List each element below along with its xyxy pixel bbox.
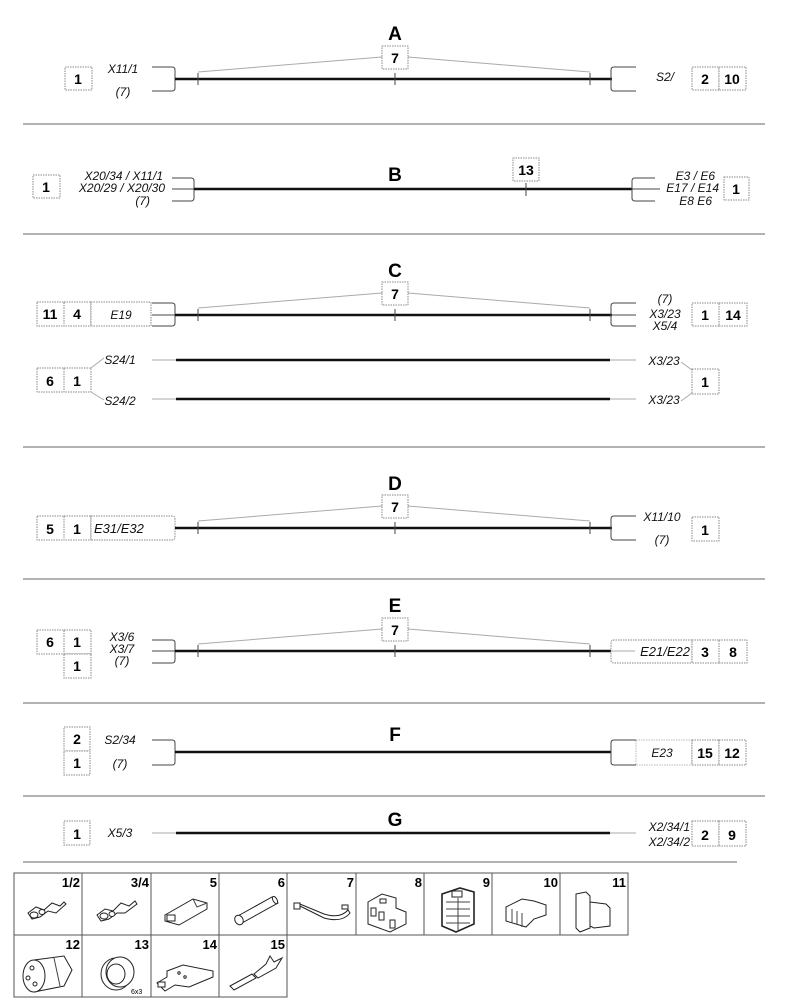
connector-label: E17 / E14 [666,181,719,195]
part-number: 14 [202,937,217,952]
part-number: 15 [270,937,285,952]
flat-receptacle-terminal-icon [97,901,137,921]
crimp-pin-icon [230,956,282,990]
ref-number: 1 [73,755,81,771]
part-note: 6x3 [131,989,143,996]
ref-number: 3 [701,644,709,660]
ref-number: 7 [391,286,399,302]
flat-plug-icon [157,965,213,991]
part-number: 8 [414,875,422,890]
connector-label: X2/34/2 [648,835,690,849]
part-number: 13 [134,937,149,952]
part-number: 11 [612,875,626,890]
bracket [611,67,636,91]
ref-number: 9 [728,827,736,843]
connector-label: X11/1 [107,62,139,76]
connector-label: X20/29 / X20/30 [78,181,165,195]
connector-label: S2/ [655,70,675,84]
bracket [152,303,175,326]
ref-number: 2 [73,731,81,747]
ref-number: 1 [74,71,82,87]
ref-number: 13 [518,162,534,178]
round-connector-icon [23,956,72,992]
part-number: 5 [209,875,217,890]
connector-housing-icon [368,894,406,932]
connector-label: (7) [115,85,131,99]
section-title: C [388,261,402,282]
connector-label: X3/23 [648,354,680,368]
ref-number: 1 [73,521,81,537]
ref-number: 2 [701,827,709,843]
connector-label: E21/E22 [640,644,690,659]
section-title: F [389,725,401,746]
ref-number: 1 [42,179,50,195]
connector-label: X5/3 [107,826,133,840]
section-g [64,810,746,849]
ref-number: 8 [729,644,737,660]
connector-label: S24/1 [104,353,136,367]
connector-label: E8 E6 [679,194,712,208]
connector-label: X20/34 / X11/1 [84,169,163,183]
ref-number: 10 [724,71,740,87]
connector-label: E19 [110,308,132,322]
connector-label: E3 / E6 [675,169,715,183]
connector-label: X2/34/1 [648,820,690,834]
section-f [64,725,746,775]
ref-number: 1 [73,634,81,650]
part-number: 9 [482,875,490,890]
ref-number: 7 [391,622,399,638]
section-a [65,24,746,99]
ref-number: 1 [732,181,740,197]
multi-pin-housing-icon [442,888,474,932]
ref-number: 15 [697,745,713,761]
section-c [37,261,747,408]
section-title: A [388,24,402,45]
connector-label: X11/10 [643,510,681,524]
ref-number: 1 [701,522,709,538]
connector-label: E23 [651,746,673,760]
connector-label: S24/2 [104,394,136,408]
ref-number: 14 [725,307,741,323]
ref-number: 1 [73,373,81,389]
connector-label: (7) [654,533,670,547]
part-number: 3/4 [130,875,149,890]
connector-label: X5/4 [652,319,678,333]
connector-label: (7) [114,654,130,668]
connector-plug-icon [506,899,546,927]
ref-number: 11 [42,306,58,322]
ref-number: 1 [73,658,81,674]
connector-block-icon [576,892,610,932]
connector-label: X3/7 [109,642,135,656]
connector-label: (7) [112,757,128,771]
grommet-icon [101,957,142,996]
part-number: 6 [277,875,285,890]
ref-number: 4 [73,306,81,322]
section-title: D [388,474,402,495]
parts-table [14,873,628,997]
bracket [632,178,660,201]
part-number: 12 [65,937,80,952]
ref-number: 5 [46,521,54,537]
connector-label: X3/6 [109,630,135,644]
bracket [152,640,175,663]
part-number: 1/2 [61,875,80,890]
connector-label: X3/23 [648,393,680,407]
connector-label: (7) [135,194,150,208]
bracket [611,303,636,326]
bracket [611,740,636,765]
bracket [152,740,175,765]
section-d [37,474,719,547]
section-title: E [388,596,402,617]
cable-tie-icon [294,903,350,920]
ref-number: 1 [701,374,709,390]
bracket [611,516,636,540]
part-number: 7 [346,875,354,890]
connector-label: E31/E32 [94,521,144,536]
ref-number: 1 [73,826,81,842]
tube-sleeve-icon [233,896,279,927]
section-title: G [387,810,403,831]
flat-receptacle-terminal-icon [28,902,66,919]
part-number: 10 [543,875,558,890]
insulating-sleeve-icon [165,899,207,925]
ref-number: 6 [46,634,54,650]
connector-label: X3/23 [649,307,681,321]
ref-number: 7 [391,499,399,515]
bracket [152,67,175,91]
connector-label: S2/34 [104,733,136,747]
ref-number: 1 [701,307,709,323]
connector-label: (7) [657,292,673,306]
section-title: B [388,165,402,186]
ref-number: 2 [701,71,709,87]
section-b [33,158,749,208]
ref-number: 6 [46,373,54,389]
section-e [37,596,747,678]
ref-number: 7 [391,50,399,66]
ref-number: 12 [724,745,740,761]
bracket [172,178,194,201]
